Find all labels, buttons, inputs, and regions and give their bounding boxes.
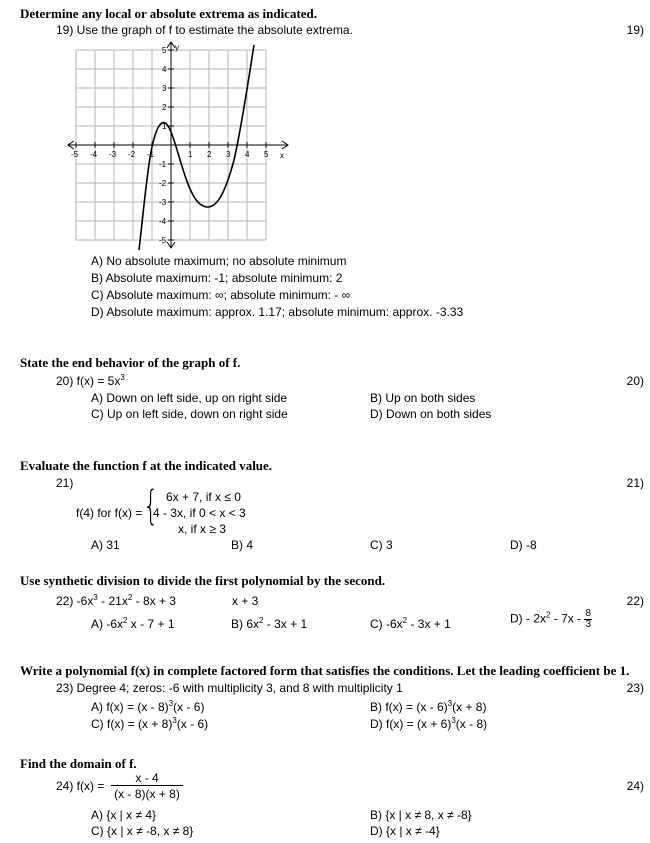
q24-choice-c[interactable]: C) {x | x ≠ -8, x ≠ 8}	[91, 824, 194, 838]
q20-choice-d[interactable]: D) Down on both sides	[370, 407, 492, 421]
x-tick: 5	[264, 150, 269, 159]
q19-choice-c[interactable]: C) Absolute maximum: ∞; absolute minimum: - ∞	[91, 288, 351, 302]
q21-choice-b[interactable]: B) 4	[231, 538, 254, 552]
q22-choice-b[interactable]: B) $6x^2 - 3x + 1$	[231, 616, 308, 631]
q22-dividend: 22) $-6x^3 - 21x^2 - 8x + 3$	[56, 593, 176, 608]
x-tick: 1	[188, 150, 193, 159]
q24-choice-a[interactable]: A) {x | x ≠ 4}	[91, 808, 157, 822]
q19-choice-b[interactable]: B) Absolute maximum: -1; absolute minimum: 2	[91, 271, 343, 285]
section-heading-extrema: Determine any local or absolute extrema as indicated.	[20, 6, 318, 21]
y-tick: -5	[159, 236, 167, 245]
y-tick: -2	[159, 179, 167, 188]
q22-number: 22)	[626, 594, 644, 608]
section-heading-end-behavior: State the end behavior of the graph of f.	[20, 355, 241, 370]
y-tick: 4	[162, 65, 167, 74]
x-tick: -3	[109, 150, 117, 159]
q24-lhs: 24) f(x) =	[56, 779, 105, 793]
q21-number: 21)	[626, 476, 644, 490]
q19-graph	[66, 40, 298, 250]
q24-denominator: (x - 8)(x + 8)	[114, 787, 180, 801]
q21-label: 21)	[56, 476, 74, 490]
q23-choice-c[interactable]: C) $f(x) = (x + 8)^3(x - 6)$	[91, 716, 209, 731]
q21-case-2: 4 - 3x, if 0 < x < 3	[153, 506, 246, 520]
q19-prompt: 19) Use the graph of f to estimate the absolute extrema.	[56, 23, 353, 37]
q23-choice-a[interactable]: A) f(x) = (x - 8)$^3$(x - 6)	[91, 699, 205, 714]
q21-choice-d[interactable]: D) -8	[510, 538, 537, 552]
q21-choice-a[interactable]: A) 31	[91, 538, 120, 552]
x-tick: -4	[90, 150, 98, 159]
q22-choice-c[interactable]: C) $-6x^2 - 3x + 1$	[370, 616, 451, 631]
x-tick: 3	[226, 150, 231, 159]
x-axis-label: x	[280, 151, 284, 160]
fraction-bar	[111, 785, 183, 786]
q20-choice-b[interactable]: B) Up on both sides	[370, 391, 476, 405]
q21-lhs: f(4) for f(x) =	[76, 506, 143, 520]
q20-choice-a[interactable]: A) Down on left side, up on right side	[91, 391, 288, 405]
section-heading-factored-form: Write a polynomial f(x) in complete factored form that satisfies the conditions. Let the leading coefficient be 1.	[20, 663, 630, 678]
piecewise-brace: {	[143, 483, 159, 529]
y-axis-label: y	[175, 43, 179, 52]
y-tick: 2	[162, 103, 167, 112]
function-curve	[139, 45, 254, 250]
q19-number: 19)	[626, 23, 644, 37]
q20-prompt: 20) $f(x) = 5x^3$	[56, 373, 125, 388]
q21-case-1: 6x + 7, if x ≤ 0	[166, 490, 241, 504]
q24-numerator: x - 4	[135, 771, 159, 785]
q21-case-3: x, if x ≥ 3	[178, 522, 226, 536]
x-tick: -1	[147, 150, 155, 159]
q23-prompt: 23) Degree 4; zeros: -6 with multiplicity 3, and 8 with multiplicity 1	[56, 681, 403, 695]
q22-choice-a[interactable]: A) $-6x^2$ x - 7 + 1	[91, 616, 175, 631]
section-heading-evaluate: Evaluate the function f at the indicated value.	[20, 458, 273, 473]
x-tick: 2	[207, 150, 212, 159]
q20-number: 20)	[626, 374, 644, 388]
q24-number: 24)	[626, 779, 644, 793]
x-tick: -2	[128, 150, 136, 159]
q23-choice-d[interactable]: D) $f(x) = (x + 6)^3(x - 8)$	[370, 716, 488, 731]
q19-choice-d[interactable]: D) Absolute maximum: approx. 1.17; absolute minimum: approx. -3.33	[91, 305, 464, 319]
q23-number: 23)	[626, 681, 644, 695]
y-tick: 5	[162, 46, 167, 55]
y-tick: -1	[159, 160, 167, 169]
q19-choice-a[interactable]: A) No absolute maximum; no absolute minimum	[91, 254, 347, 268]
q21-choice-c[interactable]: C) 3	[370, 538, 393, 552]
x-tick: -5	[71, 150, 79, 159]
y-tick: -3	[159, 198, 167, 207]
section-heading-synthetic-division: Use synthetic division to divide the first polynomial by the second.	[20, 573, 386, 588]
q24-choice-d[interactable]: D) {x | x ≠ -4}	[370, 824, 440, 838]
x-tick: 4	[245, 150, 250, 159]
q22-choice-d[interactable]: $D) - 2x^2 - 7x$ - $\frac{8}{3}$	[510, 608, 592, 630]
q24-choice-b[interactable]: B) {x | x ≠ 8, x ≠ -8}	[370, 808, 472, 822]
q23-choice-b[interactable]: B) f(x) = (x - 6)$^3$(x + 8)	[370, 699, 487, 714]
section-heading-domain: Find the domain of f.	[20, 756, 137, 771]
y-tick: -4	[159, 217, 167, 226]
y-tick: 3	[162, 84, 167, 93]
q20-choice-c[interactable]: C) Up on left side, down on right side	[91, 407, 288, 421]
q22-divisor: x + 3	[232, 594, 259, 608]
y-tick: 1	[162, 122, 167, 131]
fraction-eight-thirds: $\frac{8}{3}$	[585, 608, 592, 630]
